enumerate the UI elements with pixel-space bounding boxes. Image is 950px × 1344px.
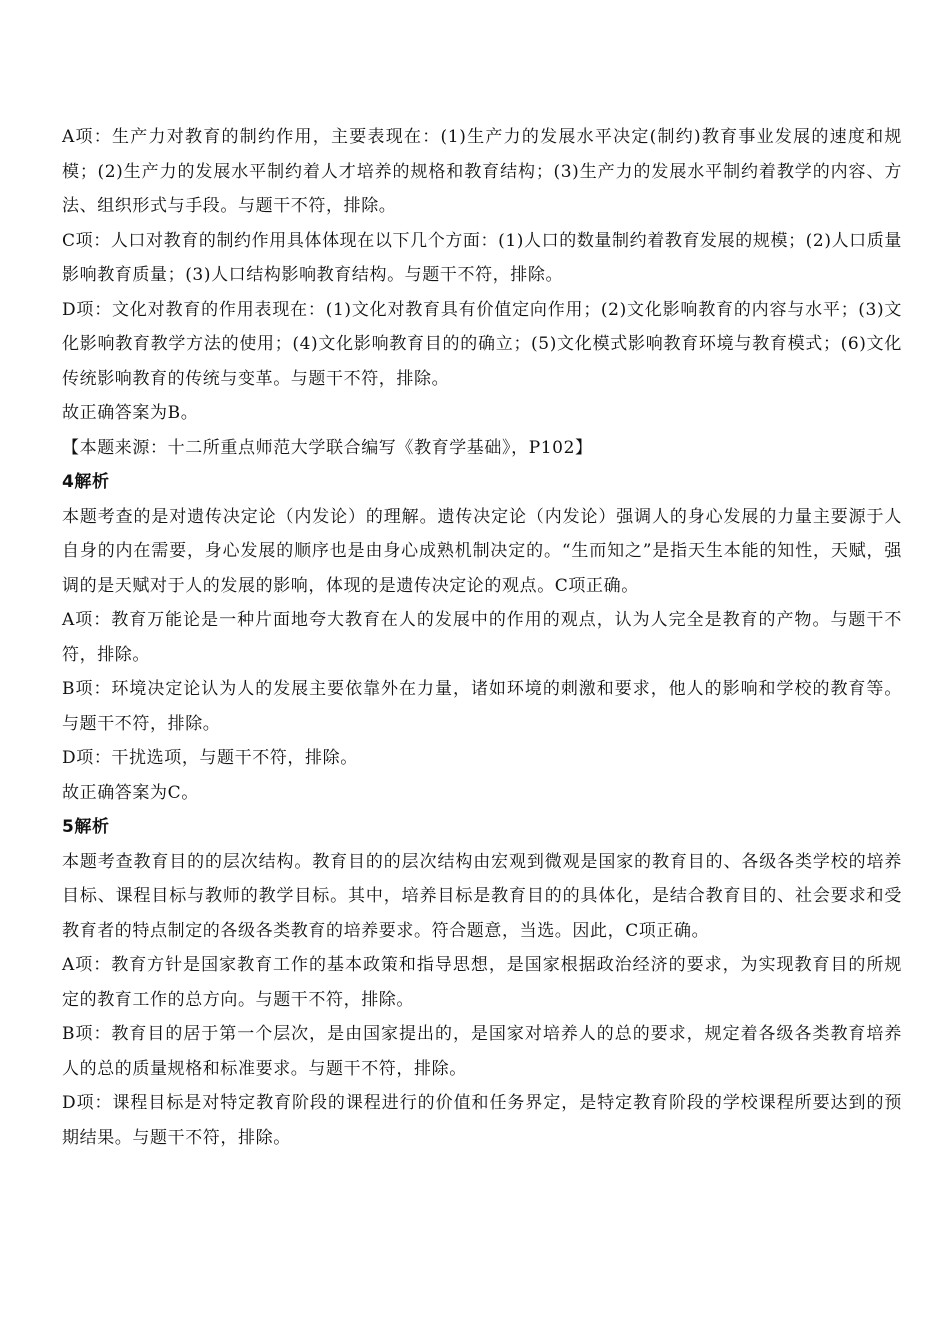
paragraph: C项：人口对教育的制约作用具体体现在以下几个方面：(1)人口的数量制约着教育发展的规模；(2)人口质量影响教育质量；(3)人口结构影响教育结构。与题干不符，排除。 (62, 230, 902, 285)
paragraph: D项：课程目标是对特定教育阶段的课程进行的价值和任务界定，是特定教育阶段的学校课程所要达到的预期结果。与题干不符，排除。 (62, 1093, 902, 1148)
document-body (62, 120, 902, 1155)
paragraph: 本题考查教育目的的层次结构。教育目的的层次结构由宏观到微观是国家的教育目的、各级各类学校的培养目标、课程目标与教师的教学目标。其中，培养目标是教育目的的具体化，是结合教育目的、社会要求和受教育者的特点制定的各级各类教育的培养要求。符合题意，当选。因此，C项正确。 (62, 851, 902, 941)
paragraph: A项：教育方针是国家教育工作的基本政策和指导思想，是国家根据政治经济的要求，为实现教育目的所规定的教育工作的总方向。与题干不符，排除。 (62, 955, 902, 1010)
paragraph: D项：干扰选项，与题干不符，排除。 (62, 748, 358, 768)
paragraph: 本题考查的是对遗传决定论（内发论）的理解。遗传决定论（内发论）强调人的身心发展的力量主要源于人自身的内在需要，身心发展的顺序也是由身心成熟机制决定的。“生而知之”是指天生本能的知性，天赋，强调的是天赋对于人的发展的影响，体现的是遗传决定论的观点。C项正确。 (62, 506, 902, 596)
paragraph: 故正确答案为B。 (62, 403, 199, 423)
section-heading: 4解析 (62, 472, 110, 492)
paragraph: A项：教育万能论是一种片面地夸大教育在人的发展中的作用的观点，认为人完全是教育的产物。与题干不符，排除。 (62, 610, 902, 665)
paragraph: D项：文化对教育的作用表现在：(1)文化对教育具有价值定向作用；(2)文化影响教育的内容与水平；(3)文化影响教育教学方法的使用；(4)文化影响教育目的的确立；(5)文化模式影响教育环境与教育模式；(6)文化传统影响教育的传统与变革。与题干不符，排除。 (62, 299, 902, 389)
paragraph: A项：生产力对教育的制约作用，主要表现在：(1)生产力的发展水平决定(制约)教育事业发展的速度和规模；(2)生产力的发展水平制约着人才培养的规格和教育结构；(3)生产力的发展水平制约着教学的内容、方法、组织形式与手段。与题干不符，排除。 (62, 127, 902, 216)
paragraph: B项：环境决定论认为人的发展主要依靠外在力量，诸如环境的刺激和要求，他人的影响和学校的教育等。与题干不符，排除。 (62, 679, 902, 734)
section-heading: 5解析 (62, 817, 110, 837)
paragraph: 故正确答案为C。 (62, 782, 199, 803)
paragraph: B项：教育目的居于第一个层次，是由国家提出的，是国家对培养人的总的要求，规定着各级各类教育培养人的总的质量规格和标准要求。与题干不符，排除。 (62, 1024, 902, 1079)
source-note: 【本题来源：十二所重点师范大学联合编写《教育学基础》，P102】 (62, 437, 593, 458)
